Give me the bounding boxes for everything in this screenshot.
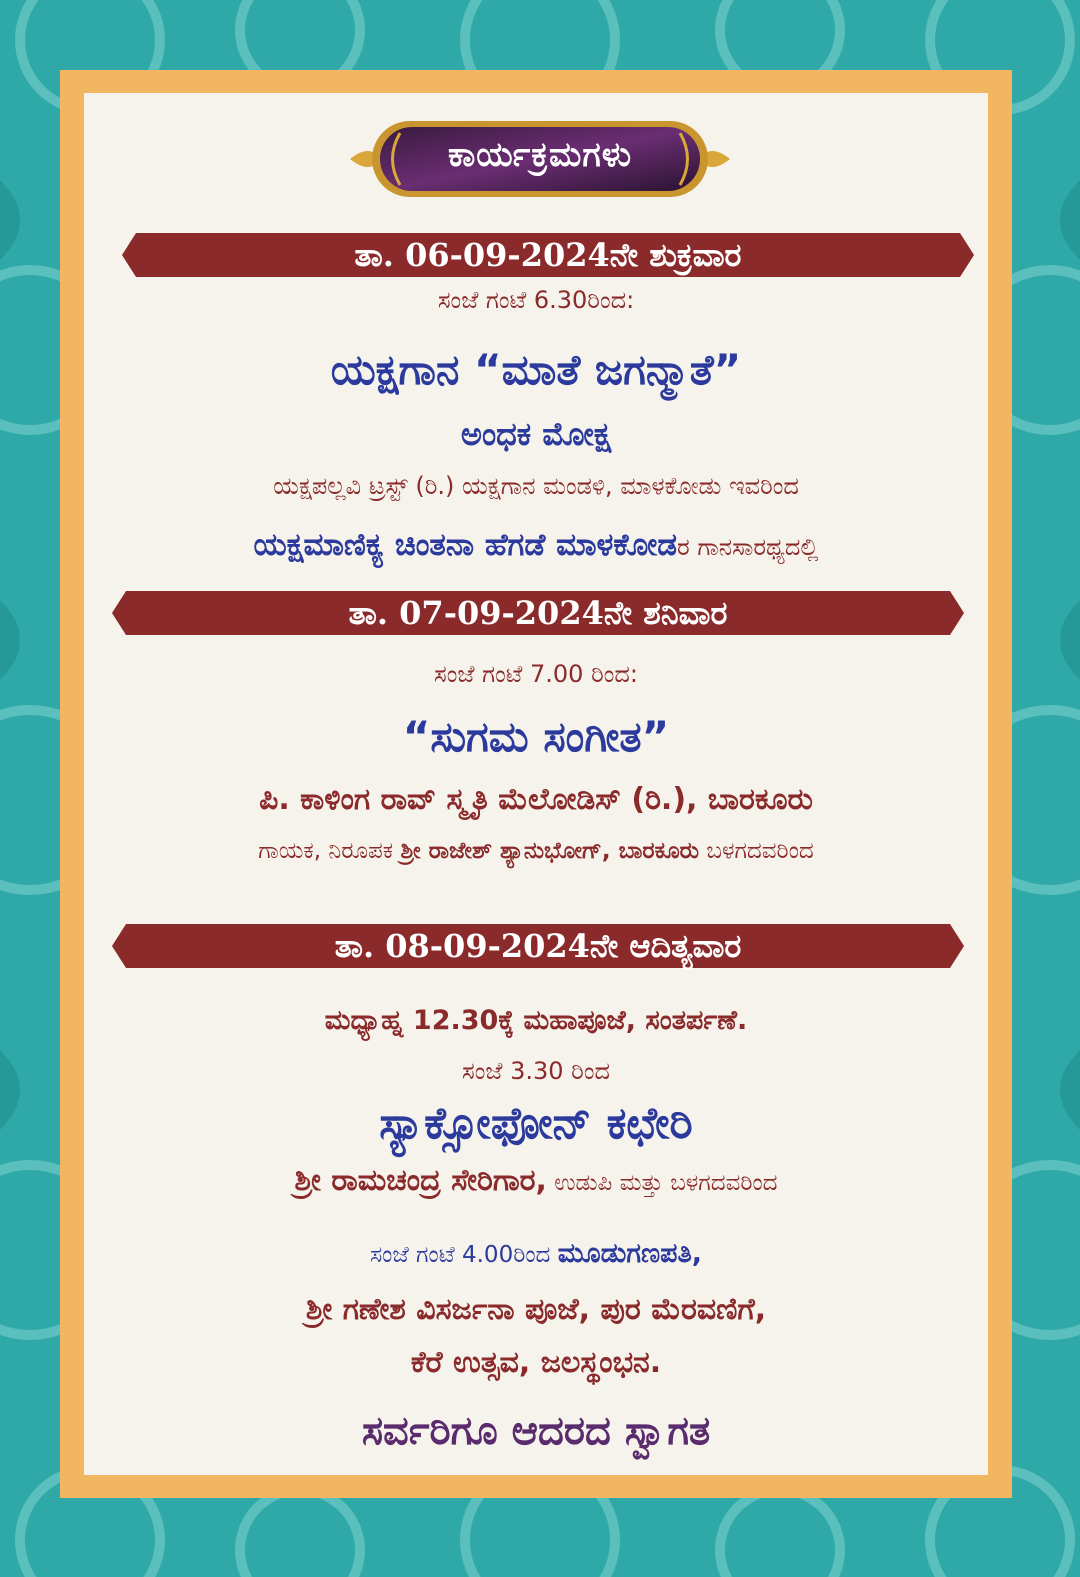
day3-program-title: ಸ್ಯಾಕ್ಸೋಫೋನ್ ಕಛೇರಿ (379, 1098, 693, 1149)
day3-line3: ಕೆರೆ ಉತ್ಸವ, ಜಲಸ್ಥಂಭನ. (410, 1345, 662, 1380)
day2-time: ಸಂಜೆ ಗಂಟೆ 7.00 ರಿಂದ: (434, 660, 638, 688)
day2-singer-line (84, 838, 988, 864)
day1-lead-name: ಯಕ್ಷಮಾಣಿಕ್ಯ ಚಿಂತನಾ ಹೆಗಡೆ ಮಾಳಕೋಡ (253, 527, 678, 563)
day3-noon: ಮಧ್ಯಾಹ್ನ 12.30ಕ್ಕೆ ಮಹಾಪೂಜೆ, ಸಂತರ್ಪಣೆ. (324, 1005, 748, 1036)
day1-time: ಸಂಜೆ ಗಂಟೆ 6.30ರಿಂದ: (437, 286, 635, 314)
day2-singer-suffix: ಬಳಗದವರಿಂದ (699, 838, 814, 864)
day2-group: ಪಿ. ಕಾಳಿಂಗ ರಾವ್ ಸ್ಮೃತಿ ಮೆಲೋಡಿಸ್ (ರಿ.), ಬಾರಕೂರು (259, 782, 813, 817)
day3-evening-time: ಸಂಜೆ ಗಂಟೆ 4.00ರಿಂದ (369, 1242, 558, 1268)
date-day1: ತಾ. 06-09-2024ನೇ ಶುಕ್ರವಾರ (354, 236, 742, 274)
title-plaque (340, 113, 740, 205)
day2-program-title: “ಸುಗಮ ಸಂಗೀತ” (402, 712, 670, 761)
day2-singer-prefix: ಗಾಯಕ, ನಿರೂಪಕ (258, 838, 401, 864)
welcome-text: ಸರ್ವರಿಗೂ ಆದರದ ಸ್ವಾಗತ (361, 1408, 711, 1454)
date-banner-day3 (112, 924, 964, 968)
day2-singer-name: ಶ್ರೀ ರಾಜೇಶ್ ಶ್ಯಾನುಭೋಗ್, ಬಾರಕೂರು (400, 838, 700, 864)
date-banner-day1 (122, 233, 974, 277)
day3-artist-name: ಶ್ರೀ ರಾಮಚಂದ್ರ ಸೇರಿಗಾರ, (294, 1163, 547, 1198)
date-day2: ತಾ. 07-09-2024ನೇ ಶನಿವಾರ (348, 594, 728, 632)
day3-evening-line (84, 1238, 988, 1270)
day3-time: ಸಂಜೆ 3.30 ರಿಂದ (462, 1057, 610, 1085)
day3-evening-event: ಮೂಡುಗಣಪತಿ, (557, 1238, 703, 1269)
day1-subtitle: ಅಂಧಕ ಮೋಕ್ಷ (460, 415, 612, 453)
day1-program-title: ಯಕ್ಷಗಾನ “ಮಾತೆ ಜಗನ್ಮಾತೆ” (330, 345, 742, 394)
date-banner-day2 (112, 591, 964, 635)
day3-artist-line (84, 1163, 988, 1198)
day3-artist-suffix: ಉಡುಪಿ ಮತ್ತು ಬಳಗದವರಿಂದ (546, 1170, 778, 1196)
page-title: ಕಾರ್ಯಕ್ರಮಗಳು (447, 135, 633, 175)
day3-line2: ಶ್ರೀ ಗಣೇಶ ವಿಸರ್ಜನಾ ಪೂಜೆ, ಪುರ ಮೆರವಣಿಗೆ, (305, 1292, 767, 1327)
day1-performers: ಯಕ್ಷಪಲ್ಲವಿ ಟ್ರಸ್ಟ್ (ರಿ.) ಯಕ್ಷಗಾನ ಮಂಡಳಿ, ಮಾಳಕೋಡು ಇವರಿಂದ (273, 472, 799, 500)
day1-lead-suffix: ರ ಗಾನಸಾರಥ್ಯದಲ್ಲಿ (677, 533, 819, 561)
day1-lead-line (84, 527, 988, 564)
date-day3: ತಾ. 08-09-2024ನೇ ಆದಿತ್ಯವಾರ (334, 927, 742, 965)
